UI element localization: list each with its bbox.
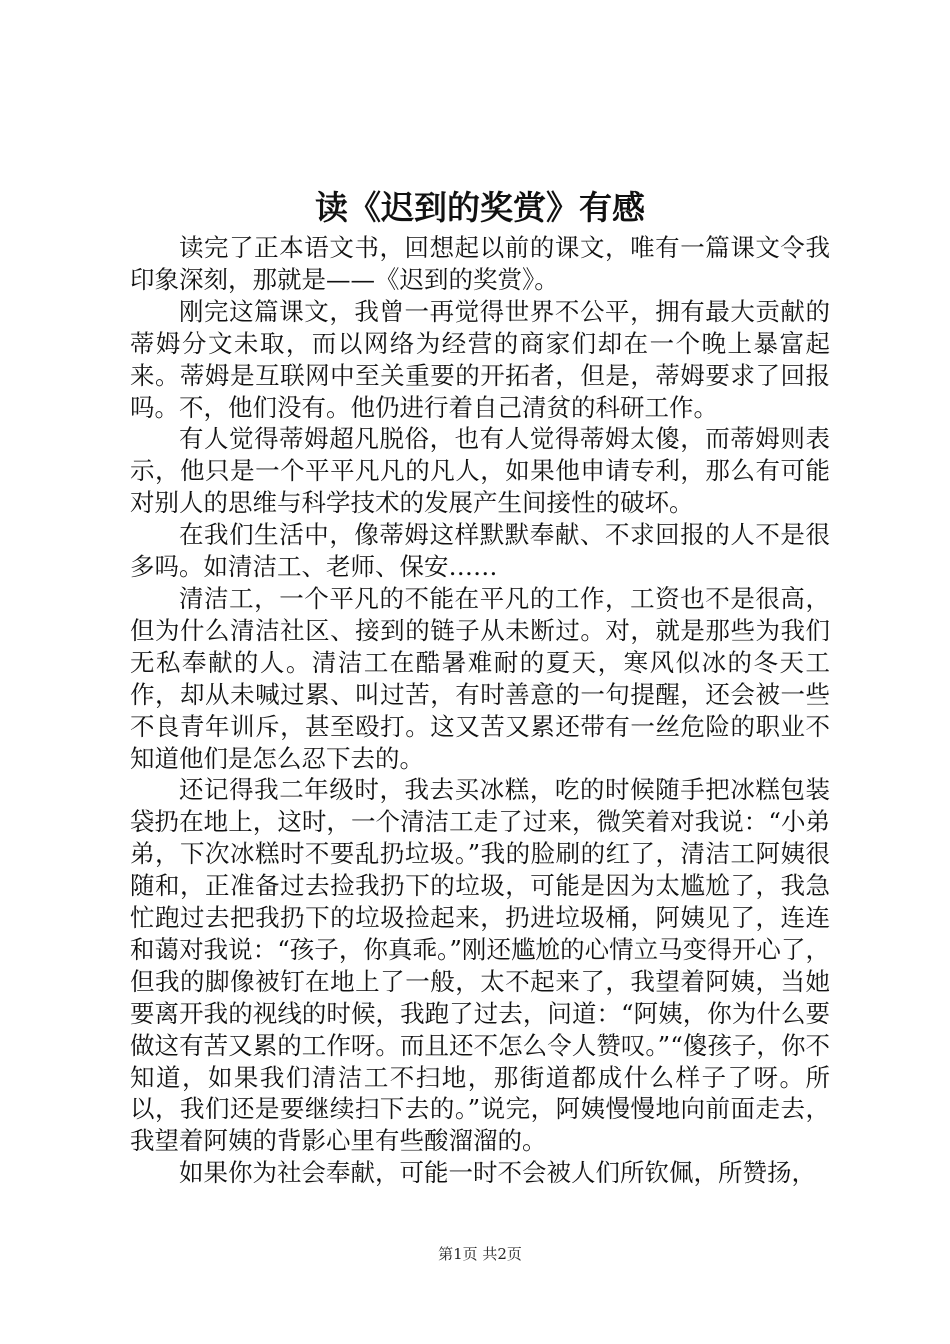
paragraph: 还记得我二年级时，我去买冰糕，吃的时候随手把冰糕包装袋扔在地上，这时，一个清洁工走了过来，微笑着对我说：“小弟弟，下次冰糕时不要乱扔垃圾。”我的脸刷的红了，清洁工阿姨很随和，正准备过去捡我扔下的垃圾，可能是因为太尴尬了，我急忙跑过去把我扔下的垃圾捡起来，扔进垃圾桶，阿姨见了，连连和蔼对我说：“孩子，你真乖。”刚还尴尬的心情立马变得开心了，但我的脚像被钉在地上了一般，太不起来了，我望着阿姨，当她要离开我的视线的时候，我跑了过去，问道：“阿姨，你为什么要做这有苦又累的工作呀。而且还不怎么令人赞叹。”“傻孩子，你不知道，如果我们清洁工不扫地，那街道都成什么样子了呀。所以，我们还是要继续扫下去的。”说完，阿姨慢慢地向前面走去，我望着阿姨的背影心里有些酸溜溜的。 bbox=[130, 775, 830, 1156]
article-body bbox=[130, 232, 830, 1189]
paragraph: 刚完这篇课文，我曾一再觉得世界不公平，拥有最大贡献的蒂姆分文未取，而以网络为经营的商家们却在一个晚上暴富起来。蒂姆是互联网中至关重要的开拓者，但是，蒂姆要求了回报吗。不，他们没有。他仍进行着自己清贫的科研工作。 bbox=[130, 296, 830, 422]
paragraph: 读完了正本语文书，回想起以前的课文，唯有一篇课文令我印象深刻，那就是——《迟到的奖赏》。 bbox=[130, 233, 830, 294]
paragraph: 在我们生活中，像蒂姆这样默默奉献、不求回报的人不是很多吗。如清洁工、老师、保安…… bbox=[130, 520, 830, 582]
page-footer: 第1页 共2页 bbox=[438, 1245, 522, 1263]
paragraph: 如果你为社会奉献，可能一时不会被人们所钦佩，所赞扬， bbox=[179, 1158, 816, 1188]
paragraph: 清洁工，一个平凡的不能在平凡的工作，工资也不是很高，但为什么清洁社区、接到的链子从未断过。对，就是那些为我们无私奉献的人。清洁工在酷暑难耐的夏天，寒风似冰的冬天工作，却从未喊过累、叫过苦，有时善意的一句提醒，还会被一些不良青年训斥，甚至殴打。这又苦又累还带有一丝危险的职业不知道他们是怎么忍下去的。 bbox=[130, 583, 830, 773]
page-title: 读《迟到的奖赏》有感 bbox=[315, 188, 645, 227]
paragraph: 有人觉得蒂姆超凡脱俗，也有人觉得蒂姆太傻，而蒂姆则表示，他只是一个平平凡凡的凡人，如果他申请专利，那么有可能对别人的思维与科学技术的发展产生间接性的破坏。 bbox=[130, 424, 830, 518]
